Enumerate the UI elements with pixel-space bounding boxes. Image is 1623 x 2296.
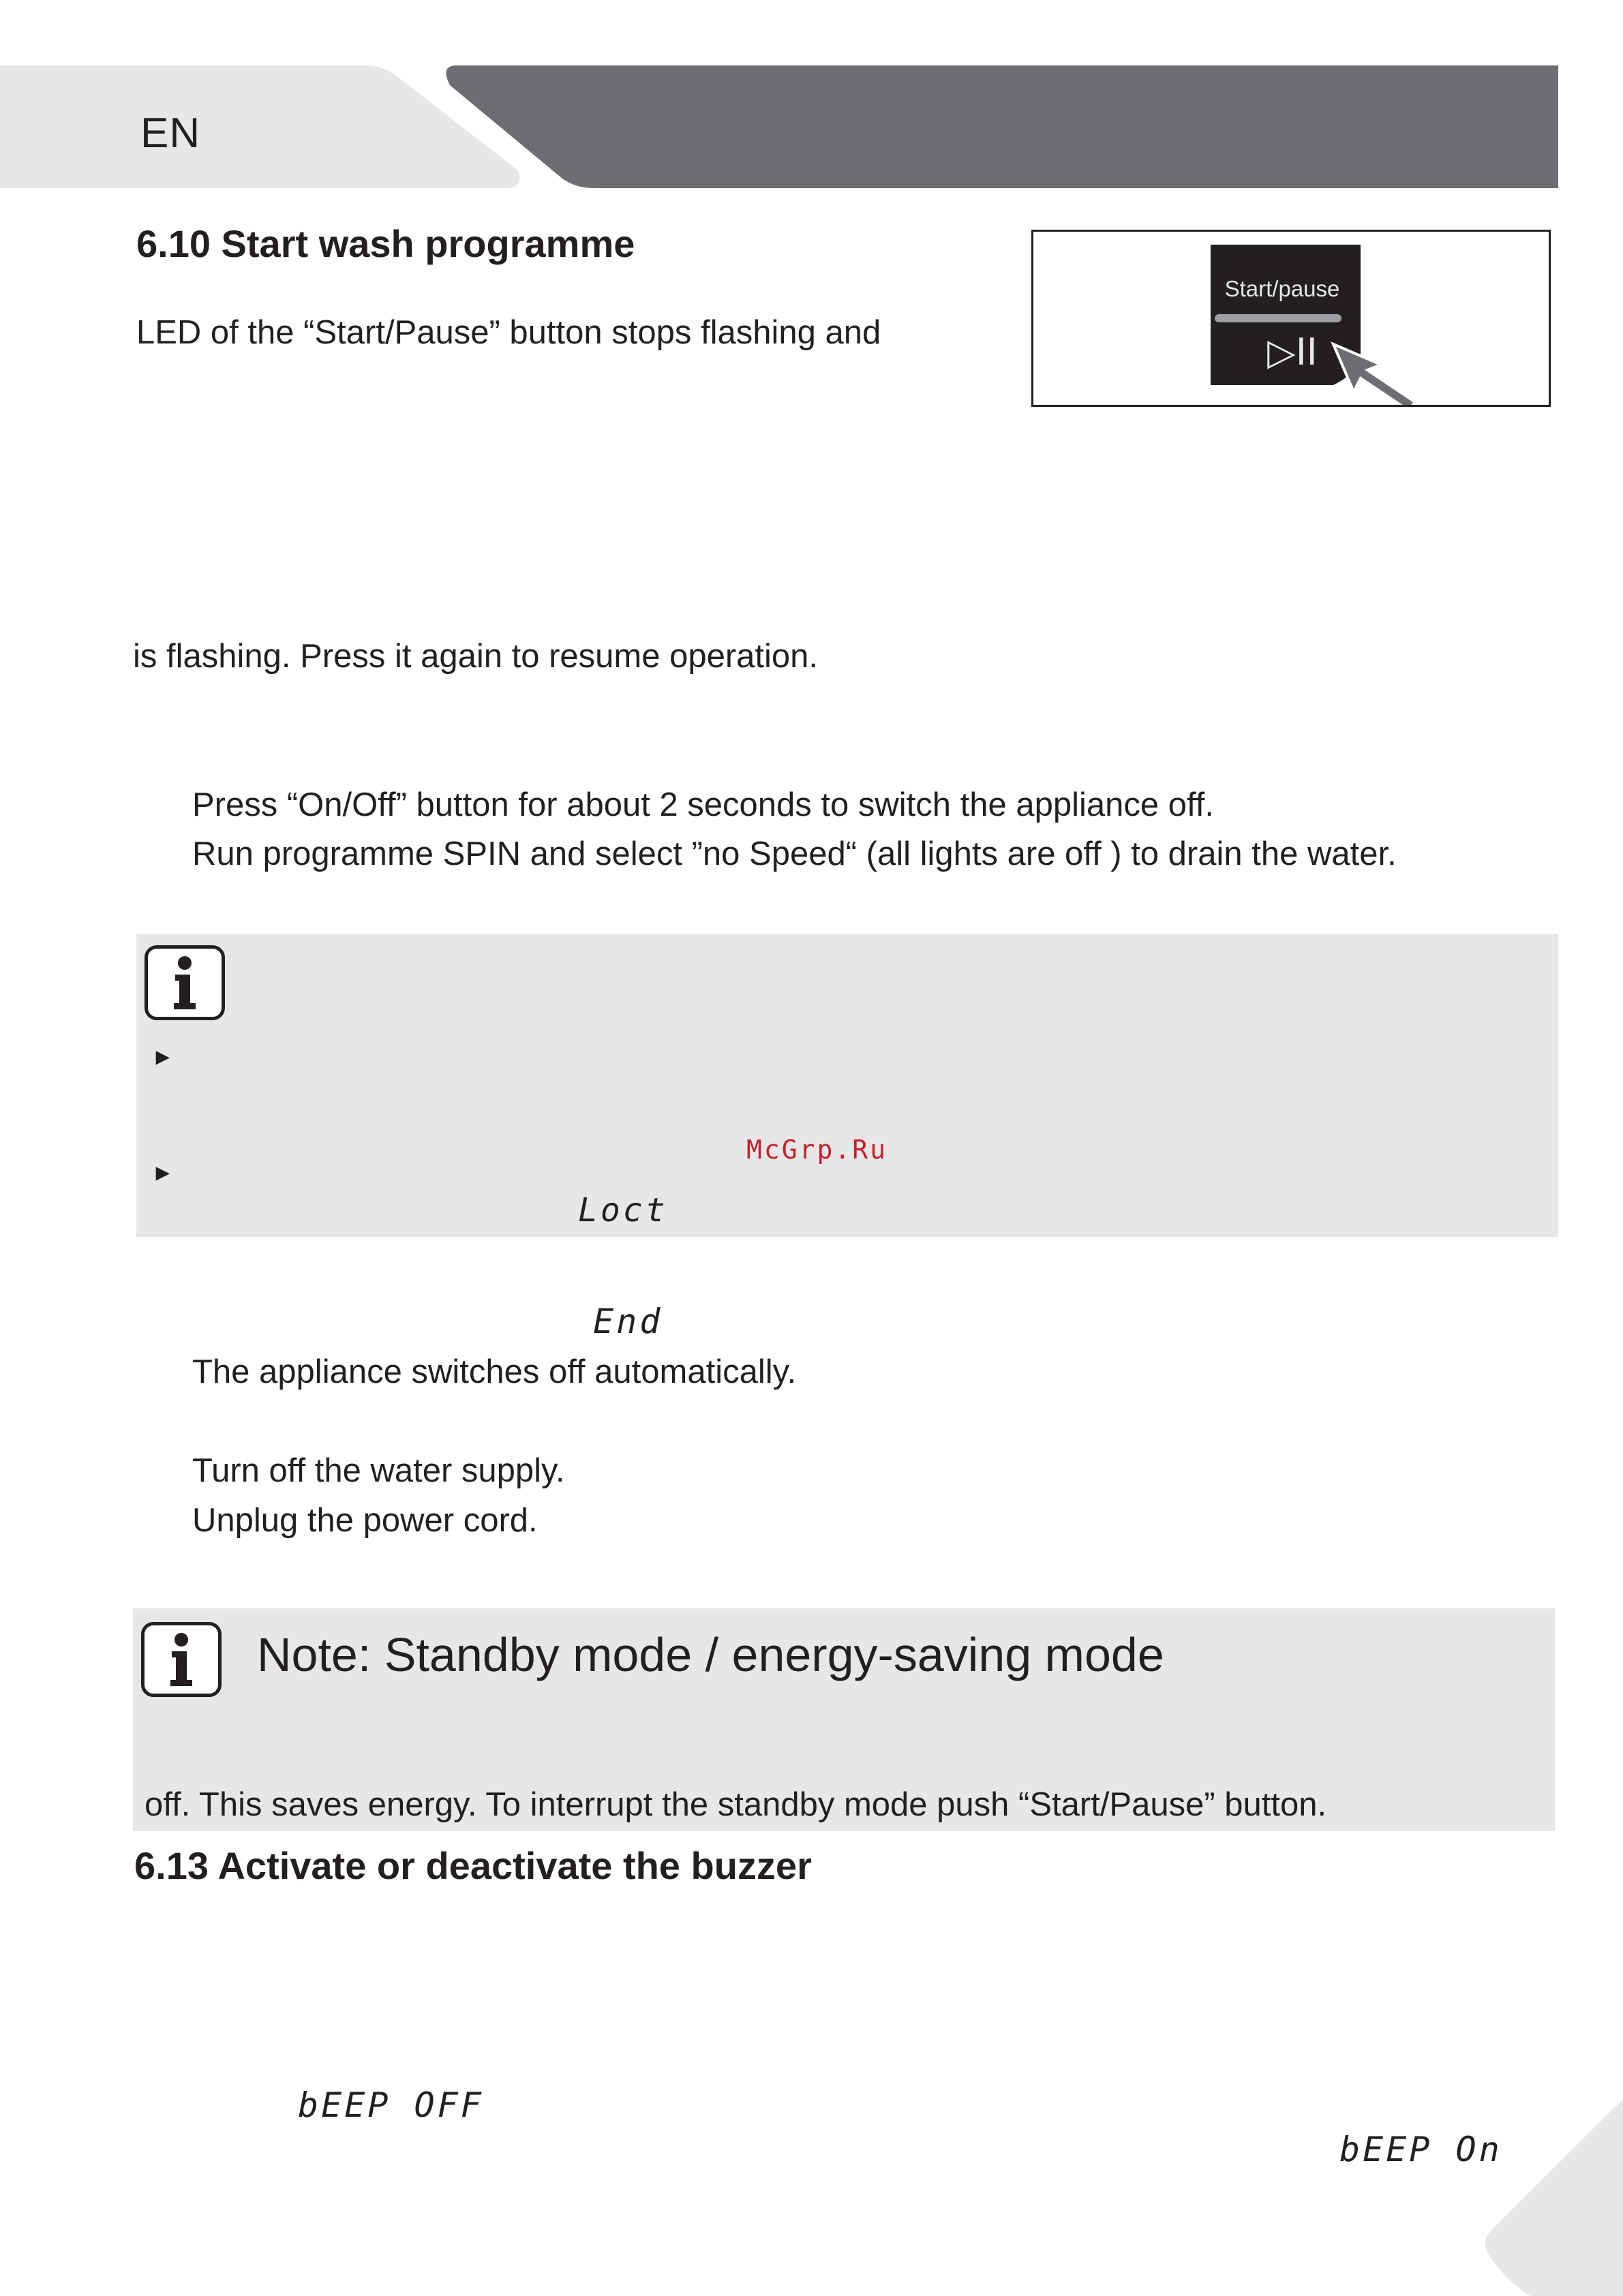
end-line-auto-off: The appliance switches off automatically. [192,1353,797,1390]
end-line-unplug: Unplug the power cord. [192,1502,538,1539]
language-label: EN [140,110,201,157]
section-6-10-heading: 6.10 Start wash programme [136,222,635,265]
led-bar [1215,314,1341,322]
step-drain-water: Run programme SPIN and select ”no Speed“ (all lights are off ) to drain the water. [192,836,1397,872]
info-box-door-lock [136,934,1558,1237]
display-beep-off: bEEP OFF [298,2085,484,2125]
header-light-tab [0,65,520,188]
section-6-13-heading: 6.13 Activate or deactivate the buzzer [134,1844,812,1887]
pointer-arrow-icon [1333,344,1415,405]
bullet-marker: ► [151,1044,175,1070]
watermark-text: McGrp.Ru [746,1135,888,1165]
note-title: Note: Standby mode / energy-saving mode [257,1628,1164,1681]
info-icon [145,945,225,1020]
display-beep-on: bEEP On [1339,2130,1502,2169]
corner-page-decoration [1472,2099,1623,2296]
section-6-10-line1: LED of the “Start/Pause” button stops flashing and [136,314,881,351]
bullet-marker: ► [151,1160,175,1186]
step-switch-off: Press “On/Off” button for about 2 seconds to switch the appliance off. [192,786,1214,823]
start-pause-illustration [1033,232,1549,405]
display-loct: Loct [578,1191,668,1229]
play-pause-icon: ▷II [1267,331,1318,373]
info-icon [141,1622,222,1697]
start-pause-figure [1031,230,1551,407]
section-6-10-line2: is flashing. Press it again to resume operation. [133,638,819,675]
note-text: off. This saves energy. To interrupt the standby mode push “Start/Pause” button. [145,1786,1327,1823]
end-line-water-supply: Turn off the water supply. [192,1452,565,1489]
display-end: End [593,1302,663,1341]
header-dark-band [446,65,1558,188]
page-header-band [0,0,1623,198]
button-label-text: Start/pause [1224,276,1340,301]
